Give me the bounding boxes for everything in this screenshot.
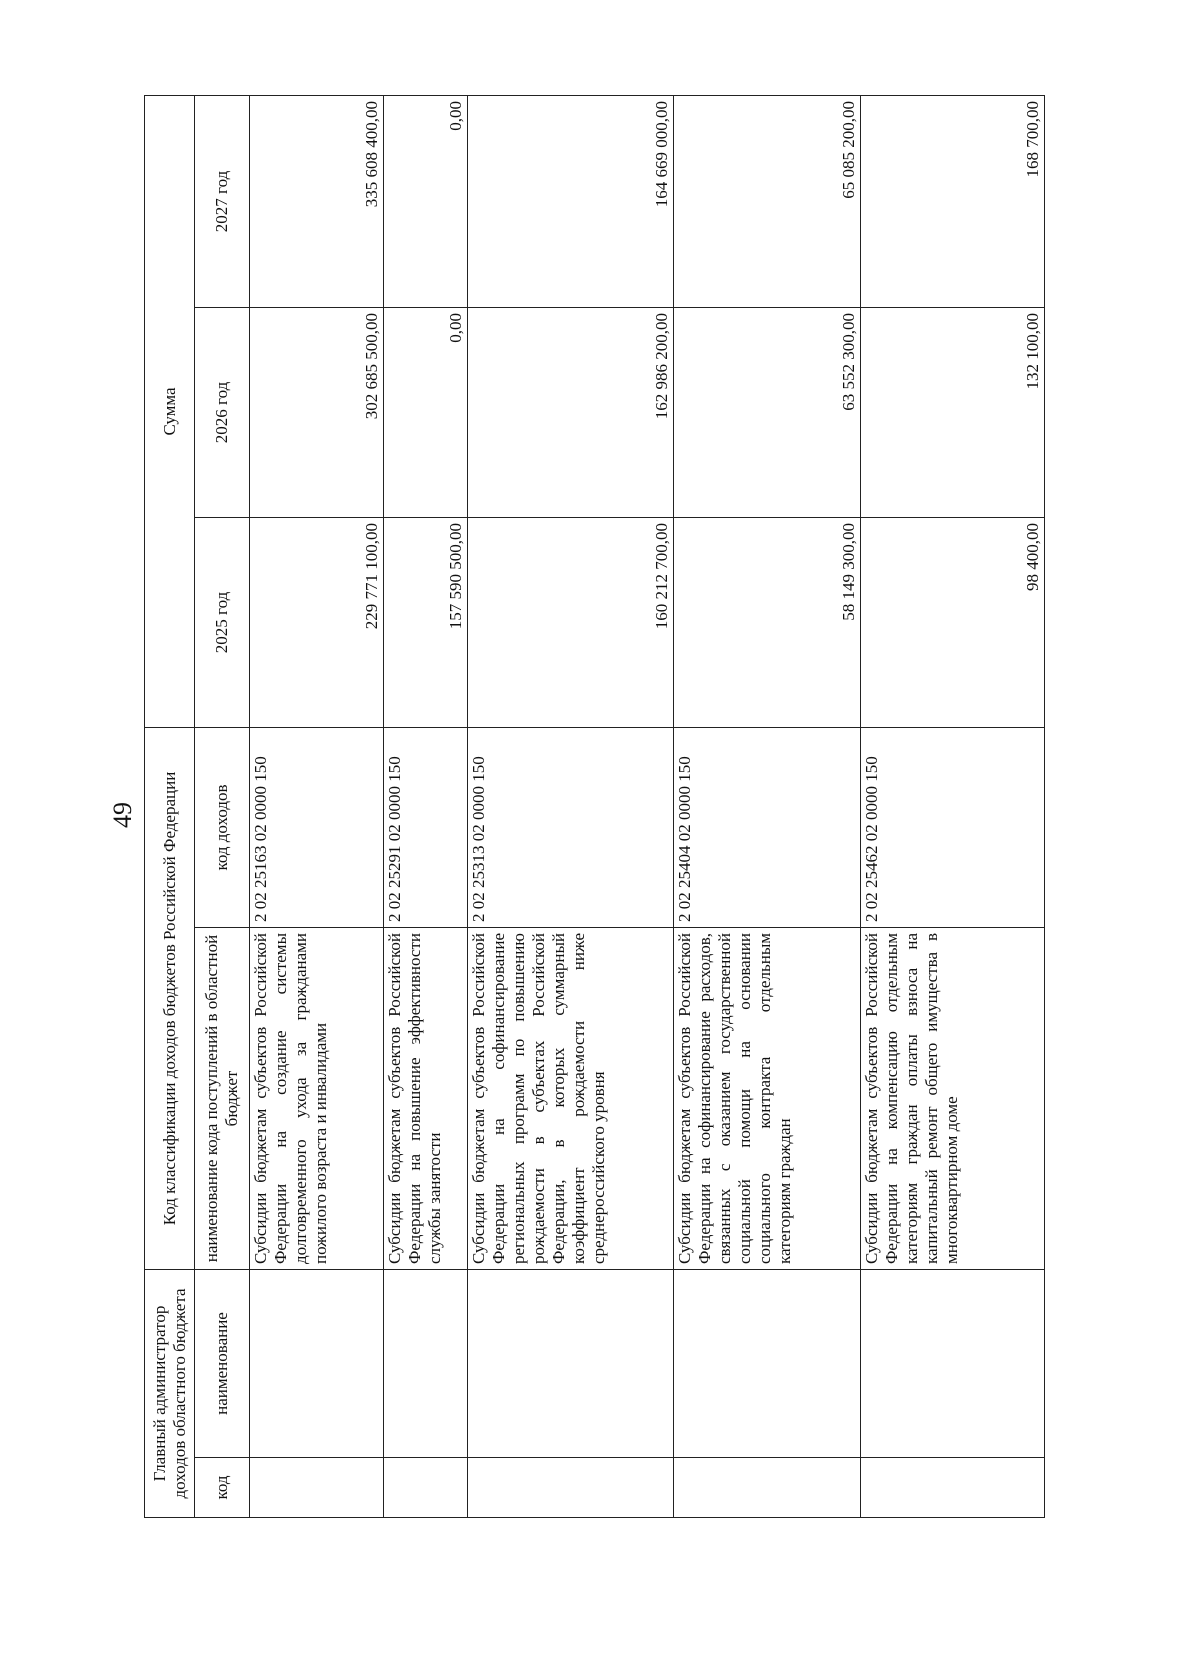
cell-2025: 229 771 100,00 (250, 517, 384, 727)
table-row (250, 95, 384, 1517)
cell-2026: 162 986 200,00 (468, 307, 674, 517)
header-revenue-code: код доходов (195, 727, 250, 927)
cell-2026: 63 552 300,00 (674, 307, 861, 517)
cell-description: Субсидии бюджетам субъектов Российской Федерации на софинансирование региональных программ по повышению рождаемости в субъектах Российской Федерации, в которых суммарный коэффициент рождаемости ниже среднероссийского уровня (468, 928, 674, 1270)
cell-2026: 0,00 (384, 307, 468, 517)
header-year-2027: 2027 год (195, 95, 250, 307)
cell-admin-name (384, 1270, 468, 1458)
header-classification-group: Код классификации доходов бюджетов Российской Федерации (145, 727, 195, 1269)
header-admin-name: наименование (195, 1270, 250, 1458)
cell-revenue-code: 2 02 25404 02 0000 150 (674, 727, 861, 927)
cell-2027: 335 608 400,00 (250, 95, 384, 307)
cell-2027: 0,00 (384, 95, 468, 307)
cell-admin-code (250, 1458, 384, 1518)
cell-2025: 98 400,00 (861, 517, 1045, 727)
cell-2026: 302 685 500,00 (250, 307, 384, 517)
cell-revenue-code: 2 02 25462 02 0000 150 (861, 727, 1045, 927)
header-revenue-name: наименование кода поступлений в областной бюджет (195, 928, 250, 1270)
cell-2025: 160 212 700,00 (468, 517, 674, 727)
header-year-2026: 2026 год (195, 307, 250, 517)
revenue-table (144, 95, 1045, 1518)
header-sum-group: Сумма (145, 95, 195, 727)
cell-description: Субсидии бюджетам субъектов Российской Федерации на создание системы долговременного ухода за гражданами пожилого возраста и инвалидами (250, 928, 384, 1270)
cell-admin-code (861, 1458, 1045, 1518)
header-year-2025: 2025 год (195, 517, 250, 727)
rotated-table-sheet (144, 96, 1044, 1518)
table-row (468, 95, 674, 1517)
cell-description: Субсидии бюджетам субъектов Российской Федерации на компенсацию отдельным категориям граждан оплаты взноса на капитальный ремонт общего имущества в многоквартирном доме (861, 928, 1045, 1270)
cell-revenue-code: 2 02 25163 02 0000 150 (250, 727, 384, 927)
cell-admin-code (674, 1458, 861, 1518)
cell-revenue-code: 2 02 25291 02 0000 150 (384, 727, 468, 927)
cell-2027: 168 700,00 (861, 95, 1045, 307)
cell-description: Субсидии бюджетам субъектов Российской Федерации на повышение эффективности службы занятости (384, 928, 468, 1270)
header-admin-group: Главный администратор доходов областного бюджета (145, 1270, 195, 1518)
table-row (674, 95, 861, 1517)
cell-admin-name (468, 1270, 674, 1458)
page-number: 49 (108, 802, 137, 828)
cell-2027: 65 085 200,00 (674, 95, 861, 307)
cell-admin-code (468, 1458, 674, 1518)
cell-description: Субсидии бюджетам субъектов Российской Федерации на софинансирование расходов, связанных с оказанием государственной социальной помощи на основании социального контракта отдельным категориям граждан (674, 928, 861, 1270)
cell-2025: 58 149 300,00 (674, 517, 861, 727)
table-row (384, 95, 468, 1517)
cell-2027: 164 669 000,00 (468, 95, 674, 307)
cell-revenue-code: 2 02 25313 02 0000 150 (468, 727, 674, 927)
cell-admin-name (250, 1270, 384, 1458)
cell-admin-code (384, 1458, 468, 1518)
cell-admin-name (674, 1270, 861, 1458)
cell-2025: 157 590 500,00 (384, 517, 468, 727)
cell-admin-name (861, 1270, 1045, 1458)
table-row (861, 95, 1045, 1517)
header-admin-code: код (195, 1458, 250, 1518)
cell-2026: 132 100,00 (861, 307, 1045, 517)
